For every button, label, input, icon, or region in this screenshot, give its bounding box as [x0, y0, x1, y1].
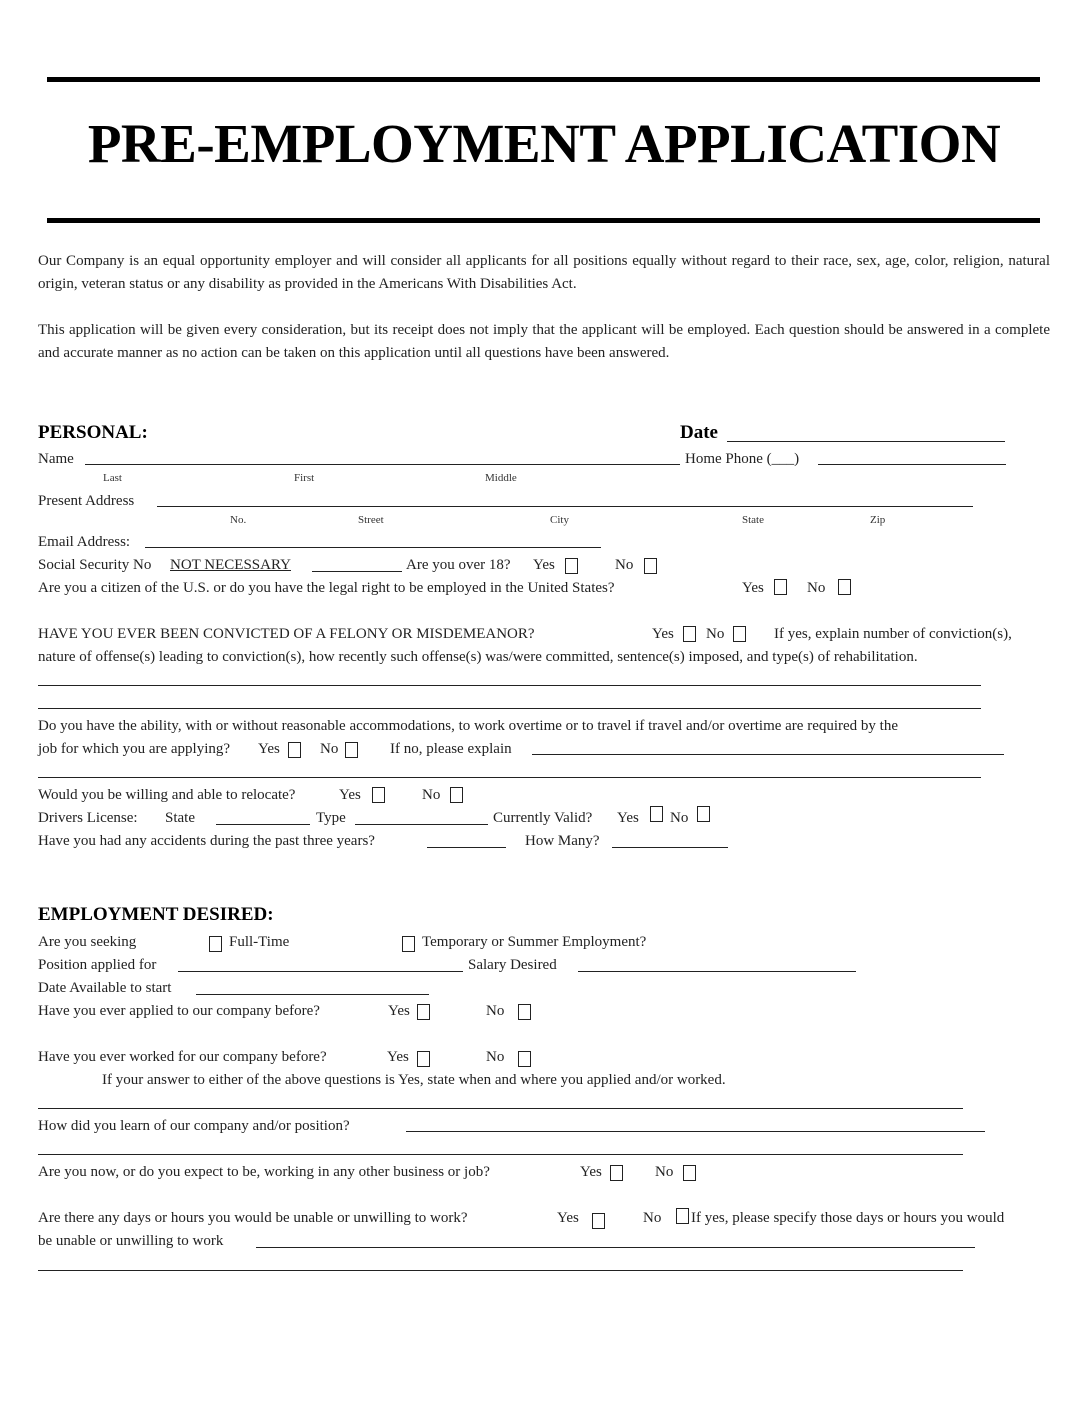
accidents-field[interactable] [427, 847, 506, 848]
salary-label: Salary Desired [468, 957, 557, 973]
email-field[interactable] [145, 547, 601, 548]
felony-yes-checkbox[interactable] [683, 626, 696, 642]
felony-explain-2: nature of offense(s) leading to conviction(s), how recently such offense(s) was/were committed, sentence(s) imposed, and type(s) of rehabilitation. [38, 649, 918, 665]
how-many-label: How Many? [525, 833, 600, 849]
ability-question-1: Do you have the ability, with or without reasonable accommodations, to work overtime or to travel if travel and/or overtime are required by the [38, 718, 899, 734]
other-job-no-label: No [655, 1164, 674, 1180]
worked-yes-checkbox[interactable] [417, 1051, 430, 1067]
temporary-label: Temporary or Summer Employment? [422, 934, 647, 950]
citizen-no-checkbox[interactable] [838, 579, 851, 595]
unable-yes-checkbox[interactable] [592, 1213, 605, 1229]
temporary-checkbox[interactable] [402, 936, 415, 952]
unable-no-label: No [643, 1210, 662, 1226]
unable-question-1: Are there any days or hours you would be unable or unwilling to work? [38, 1210, 468, 1226]
felony-no-checkbox[interactable] [733, 626, 746, 642]
date-available-label: Date Available to start [38, 980, 172, 996]
name-label: Name [38, 451, 74, 467]
if-yes-instruction: If your answer to either of the above questions is Yes, state when and where you applied and/or worked. [102, 1072, 726, 1088]
citizen-yes-label: Yes [742, 580, 764, 596]
worked-no-checkbox[interactable] [518, 1051, 531, 1067]
ability-yes-label: Yes [258, 741, 280, 757]
other-job-yes-label: Yes [580, 1164, 602, 1180]
intro-paragraph-1: Our Company is an equal opportunity employer and will consider all applicants for all positions equally without regard to their race, sex, age, color, religion, natural origin, veteran status or any disability as provided in the Americans With Disabilities Act. [38, 253, 1050, 292]
dl-valid-label: Currently Valid? [493, 810, 593, 826]
applied-yes-checkbox[interactable] [417, 1004, 430, 1020]
learn-field[interactable] [406, 1131, 985, 1132]
dl-valid-yes-checkbox[interactable] [650, 806, 663, 822]
ssn-field[interactable] [312, 571, 402, 572]
ssn-label: Social Security No [38, 557, 152, 573]
name-middle-caption: Middle [485, 472, 517, 484]
felony-question: HAVE YOU EVER BEEN CONVICTED OF A FELONY OR MISDEMEANOR? [38, 626, 535, 642]
unable-yes-label: Yes [557, 1210, 579, 1226]
name-field[interactable] [85, 464, 680, 465]
dl-valid-no-label: No [670, 810, 689, 826]
employment-heading: EMPLOYMENT DESIRED: [38, 904, 274, 925]
salary-field[interactable] [578, 971, 856, 972]
dl-valid-yes-label: Yes [617, 810, 639, 826]
present-address-field[interactable] [157, 506, 973, 507]
unable-no-checkbox[interactable] [676, 1208, 689, 1224]
other-job-yes-checkbox[interactable] [610, 1165, 623, 1181]
worked-before-question: Have you ever worked for our company before? [38, 1049, 327, 1065]
name-last-caption: Last [103, 472, 122, 484]
over18-no-label: No [615, 557, 634, 573]
over18-yes-label: Yes [533, 557, 555, 573]
relocate-yes-checkbox[interactable] [372, 787, 385, 803]
citizen-yes-checkbox[interactable] [774, 579, 787, 595]
addr-no-caption: No. [230, 514, 247, 526]
name-first-caption: First [294, 472, 315, 484]
top-rule [47, 77, 1040, 82]
ability-explain-line-2[interactable] [38, 777, 981, 778]
dl-valid-no-checkbox[interactable] [697, 806, 710, 822]
other-job-question: Are you now, or do you expect to be, working in any other business or job? [38, 1164, 490, 1180]
ability-explain-label: If no, please explain [390, 741, 512, 757]
home-phone-field[interactable] [818, 464, 1006, 465]
addr-city-caption: City [550, 514, 569, 526]
how-many-field[interactable] [612, 847, 728, 848]
ability-explain-field[interactable] [532, 754, 1004, 755]
unable-specify: If yes, please specify those days or hours you would [691, 1210, 1005, 1226]
addr-state-caption: State [742, 514, 764, 526]
title-rule [47, 218, 1040, 223]
accidents-question: Have you had any accidents during the past three years? [38, 833, 375, 849]
relocate-question: Would you be willing and able to relocate? [38, 787, 296, 803]
date-label: Date [680, 422, 718, 443]
ability-question-2: job for which you are applying? [38, 741, 231, 757]
citizen-question: Are you a citizen of the U.S. or do you have the legal right to be employed in the United States? [38, 580, 615, 596]
present-address-label: Present Address [38, 493, 135, 509]
dl-type-label: Type [316, 810, 346, 826]
full-time-label: Full-Time [229, 934, 290, 950]
felony-answer-line-2[interactable] [38, 708, 981, 709]
ssn-value: NOT NECESSARY [170, 557, 291, 573]
over18-question: Are you over 18? [406, 557, 511, 573]
date-field[interactable] [727, 441, 1005, 442]
personal-heading: PERSONAL: [38, 422, 148, 443]
applied-details-line[interactable] [38, 1108, 963, 1109]
relocate-no-checkbox[interactable] [450, 787, 463, 803]
relocate-no-label: No [422, 787, 441, 803]
worked-no-label: No [486, 1049, 505, 1065]
page-title: PRE-EMPLOYMENT APPLICATION [87, 113, 1001, 174]
addr-zip-caption: Zip [870, 514, 886, 526]
unable-line-2[interactable] [38, 1270, 963, 1271]
ability-no-checkbox[interactable] [345, 742, 358, 758]
email-label: Email Address: [38, 534, 131, 550]
addr-street-caption: Street [358, 514, 384, 526]
dl-type-field[interactable] [355, 824, 488, 825]
citizen-no-label: No [807, 580, 826, 596]
position-field[interactable] [178, 971, 463, 972]
unable-field[interactable] [256, 1247, 975, 1248]
worked-yes-label: Yes [387, 1049, 409, 1065]
full-time-checkbox[interactable] [209, 936, 222, 952]
intro-paragraph-2: This application will be given every consideration, but its receipt does not imply that the applicant will be employed. Each question should be answered in a complete and accurate manner as no action can be taken on this application until all questions have been answered. [38, 322, 1050, 361]
learn-question: How did you learn of our company and/or position? [38, 1118, 350, 1134]
ability-yes-checkbox[interactable] [288, 742, 301, 758]
other-job-no-checkbox[interactable] [683, 1165, 696, 1181]
over18-no-checkbox[interactable] [644, 558, 657, 574]
position-label: Position applied for [38, 957, 157, 973]
applied-yes-label: Yes [388, 1003, 410, 1019]
applied-before-question: Have you ever applied to our company before? [38, 1003, 320, 1019]
learn-line-2[interactable] [38, 1154, 963, 1155]
felony-no-label: No [706, 626, 725, 642]
applied-no-label: No [486, 1003, 505, 1019]
felony-explain-1: If yes, explain number of conviction(s), [774, 626, 1012, 642]
dl-state-field[interactable] [216, 824, 310, 825]
felony-yes-label: Yes [652, 626, 674, 642]
date-available-field[interactable] [196, 994, 429, 995]
home-phone-label: Home Phone (___) [685, 451, 800, 467]
dl-state-label: State [165, 810, 195, 826]
relocate-yes-label: Yes [339, 787, 361, 803]
over18-yes-checkbox[interactable] [565, 558, 578, 574]
felony-answer-line-1[interactable] [38, 685, 981, 686]
applied-no-checkbox[interactable] [518, 1004, 531, 1020]
drivers-license-label: Drivers License: [38, 810, 138, 826]
unable-question-2: be unable or unwilling to work [38, 1233, 224, 1249]
ability-no-label: No [320, 741, 339, 757]
seeking-label: Are you seeking [38, 934, 137, 950]
